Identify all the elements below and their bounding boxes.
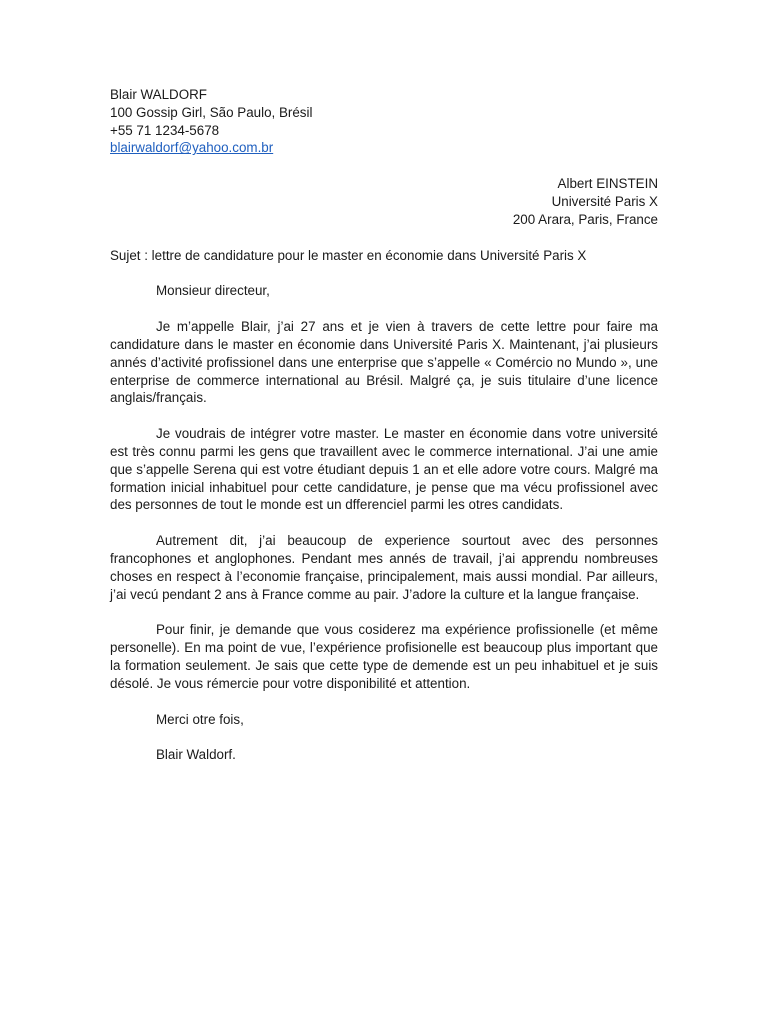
letter-page (110, 86, 658, 764)
signature: Blair Waldorf. (156, 747, 236, 763)
body-paragraph-4: Pour finir, je demande que vous cosiderez ma expérience profissionelle (et même personelle). En ma point de vue, l’expérience profisionelle est beaucoup plus important que la formation seulement. Je sais que cette type de demende est un peu inhabituel et je suis désolé. Je vous rémercie pour votre disponibilité et attention. (110, 622, 658, 691)
sender-address: 100 Gossip Girl, São Paulo, Brésil (110, 104, 313, 120)
sender-block (110, 86, 658, 157)
sender-name: Blair WALDORF (110, 87, 207, 102)
body-paragraph-2: Je voudrais de intégrer votre master. Le master en économie dans votre université est très connu parmi les gens que travaillent avec le commerce international. J’ai une amie que s’appelle Serena qui est votre étudiant depuis 1 an et elle adore votre cours. Malgré ma formation inicial inhabituel pour cette candidature, je pense que ma vécu profissionel avec des personnes de tout le monde est un dfferenciel parmi les otres candidats. (110, 426, 658, 513)
recipient-name: Albert EINSTEIN (557, 176, 658, 192)
recipient-address: 200 Arara, Paris, France (512, 211, 658, 227)
recipient-block (110, 175, 658, 228)
recipient-institution: Université Paris X (551, 193, 658, 209)
body-paragraph-1: Je m’appelle Blair, j’ai 27 ans et je vien à travers de cette lettre pour faire ma candidature dans le master en économie dans Université Paris X. Maintenant, j’ai plusieurs annés d’activité profissionel dans une enterprise que s’appelle « Comércio no Mundo », une enterprise de commerce international au Brésil. Malgré ça, je suis titulaire d’une licence anglais/français. (110, 319, 658, 406)
sender-phone: +55 71 1234-5678 (110, 122, 220, 138)
sender-email-link[interactable]: blairwaldorf@yahoo.com.br (110, 140, 274, 156)
salutation: Monsieur directeur, (156, 283, 270, 299)
body-paragraph-3: Autrement dit, j’ai beaucoup de experience sourtout avec des personnes francophones et anglophones. Pendant mes annés de travail, j’ai apprendu nombreuses choses en respect à l’economie française, principalement, mais aussi mondial. Par ailleurs, j’ai vecú pendant 2 ans à France comme au pair. J’adore la culture et la langue française. (110, 533, 658, 602)
subject-line: Sujet : lettre de candidature pour le master en économie dans Université Paris X (110, 247, 587, 263)
closing-line: Merci otre fois, (156, 711, 244, 727)
